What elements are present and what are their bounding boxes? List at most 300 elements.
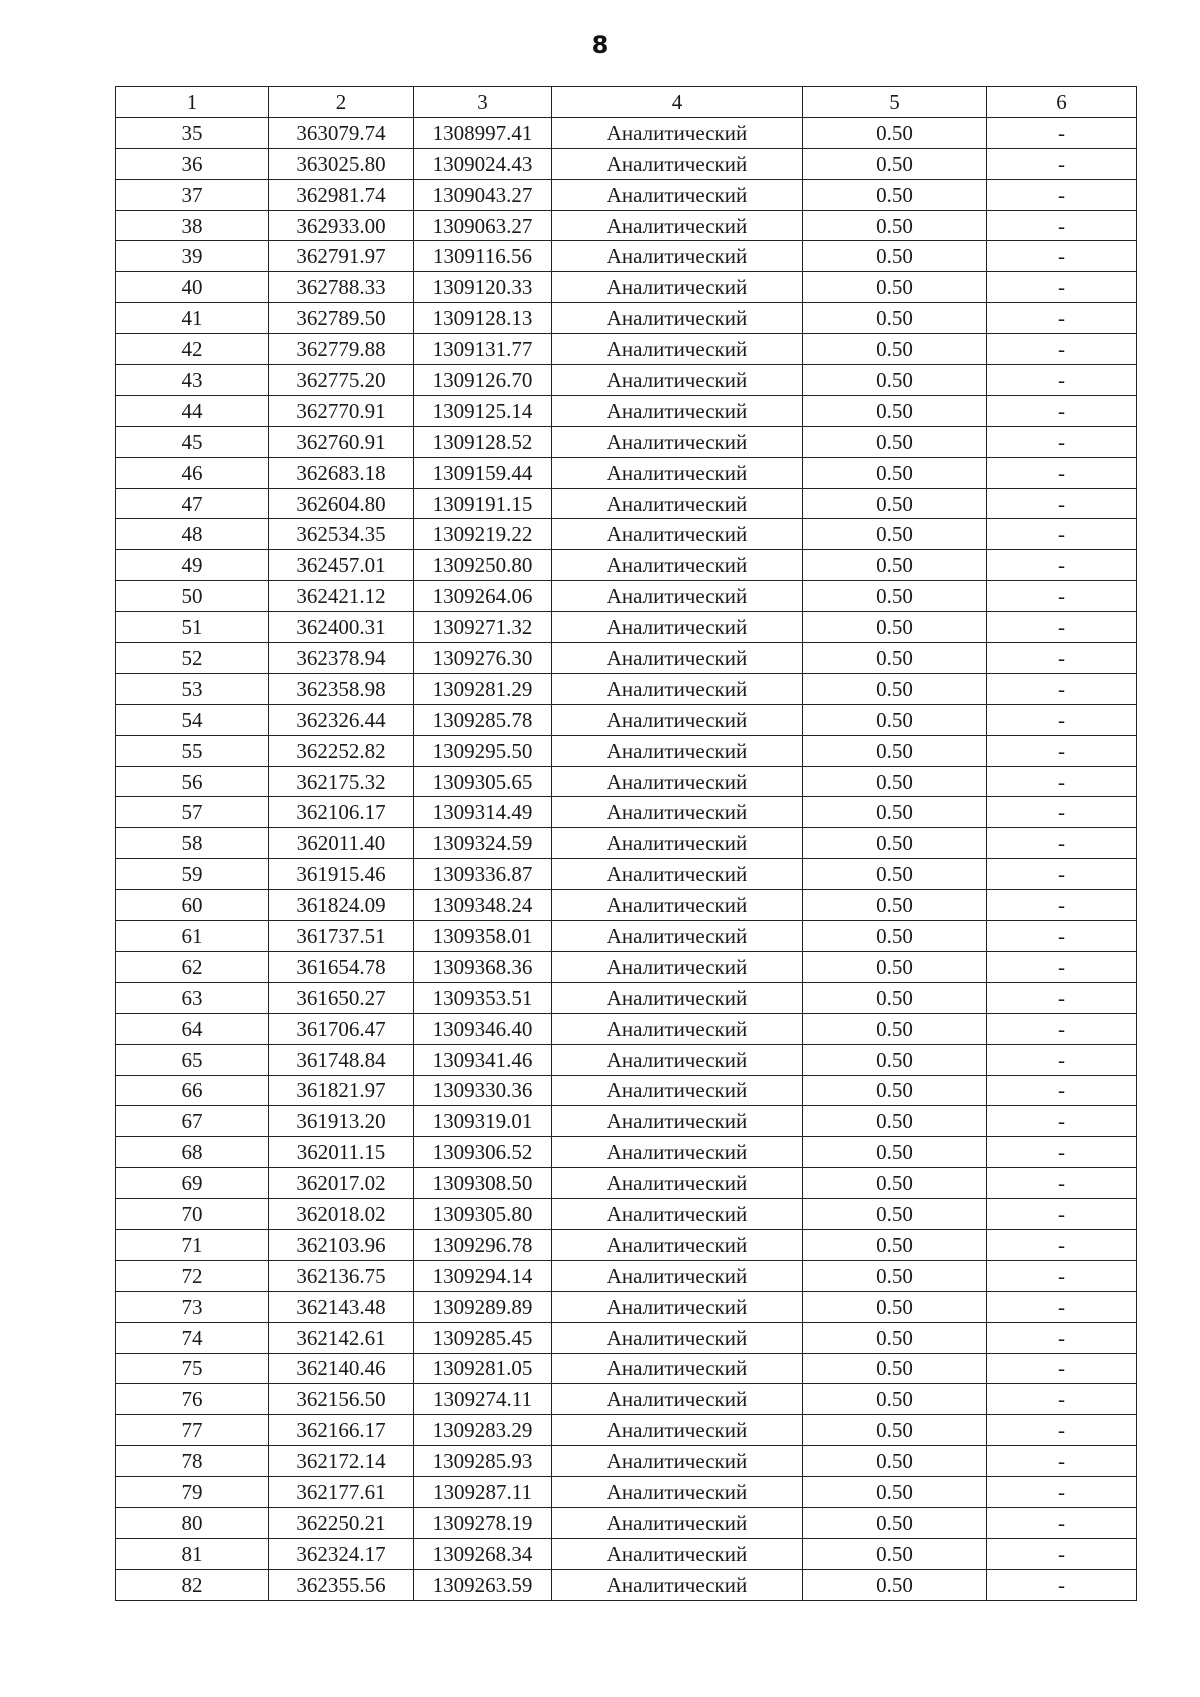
column-header: 3 [414, 87, 552, 118]
note-cell: - [987, 550, 1137, 581]
accuracy-cell: 0.50 [803, 1322, 987, 1353]
accuracy-cell: 0.50 [803, 1446, 987, 1477]
table-row [116, 365, 1137, 396]
table-row [116, 1384, 1137, 1415]
point-number-cell: 72 [116, 1260, 269, 1291]
y-coordinate-cell: 1309120.33 [414, 272, 552, 303]
point-number-cell: 78 [116, 1446, 269, 1477]
y-coordinate-cell: 1309126.70 [414, 365, 552, 396]
x-coordinate-cell: 362534.35 [269, 519, 414, 550]
table-body [116, 117, 1137, 1600]
point-number-cell: 59 [116, 859, 269, 890]
table-row [116, 117, 1137, 148]
accuracy-cell: 0.50 [803, 828, 987, 859]
method-cell: Аналитический [552, 1075, 803, 1106]
y-coordinate-cell: 1309264.06 [414, 581, 552, 612]
x-coordinate-cell: 362788.33 [269, 272, 414, 303]
x-coordinate-cell: 362011.15 [269, 1137, 414, 1168]
note-cell: - [987, 1446, 1137, 1477]
method-cell: Аналитический [552, 766, 803, 797]
y-coordinate-cell: 1309348.24 [414, 890, 552, 921]
method-cell: Аналитический [552, 1322, 803, 1353]
point-number-cell: 37 [116, 179, 269, 210]
table-row [116, 1229, 1137, 1260]
point-number-cell: 65 [116, 1044, 269, 1075]
y-coordinate-cell: 1309287.11 [414, 1477, 552, 1508]
point-number-cell: 35 [116, 117, 269, 148]
y-coordinate-cell: 1309263.59 [414, 1569, 552, 1600]
table-row [116, 828, 1137, 859]
accuracy-cell: 0.50 [803, 1013, 987, 1044]
y-coordinate-cell: 1309319.01 [414, 1106, 552, 1137]
y-coordinate-cell: 1309043.27 [414, 179, 552, 210]
x-coordinate-cell: 362604.80 [269, 488, 414, 519]
note-cell: - [987, 117, 1137, 148]
accuracy-cell: 0.50 [803, 117, 987, 148]
note-cell: - [987, 890, 1137, 921]
note-cell: - [987, 395, 1137, 426]
point-number-cell: 76 [116, 1384, 269, 1415]
point-number-cell: 62 [116, 951, 269, 982]
x-coordinate-cell: 361654.78 [269, 951, 414, 982]
method-cell: Аналитический [552, 1291, 803, 1322]
accuracy-cell: 0.50 [803, 1137, 987, 1168]
method-cell: Аналитический [552, 1507, 803, 1538]
y-coordinate-cell: 1309219.22 [414, 519, 552, 550]
table-row [116, 1106, 1137, 1137]
x-coordinate-cell: 362378.94 [269, 643, 414, 674]
x-coordinate-cell: 362358.98 [269, 673, 414, 704]
x-coordinate-cell: 362166.17 [269, 1415, 414, 1446]
accuracy-cell: 0.50 [803, 982, 987, 1013]
accuracy-cell: 0.50 [803, 1291, 987, 1322]
table-row [116, 1044, 1137, 1075]
accuracy-cell: 0.50 [803, 457, 987, 488]
table-row [116, 1137, 1137, 1168]
point-number-cell: 45 [116, 426, 269, 457]
note-cell: - [987, 1229, 1137, 1260]
y-coordinate-cell: 1309271.32 [414, 612, 552, 643]
table-row [116, 704, 1137, 735]
y-coordinate-cell: 1309358.01 [414, 921, 552, 952]
y-coordinate-cell: 1309116.56 [414, 241, 552, 272]
note-cell: - [987, 241, 1137, 272]
note-cell: - [987, 1507, 1137, 1538]
point-number-cell: 58 [116, 828, 269, 859]
y-coordinate-cell: 1309281.05 [414, 1353, 552, 1384]
note-cell: - [987, 1137, 1137, 1168]
coordinates-table [115, 86, 1137, 1601]
y-coordinate-cell: 1309283.29 [414, 1415, 552, 1446]
point-number-cell: 41 [116, 303, 269, 334]
accuracy-cell: 0.50 [803, 1260, 987, 1291]
note-cell: - [987, 210, 1137, 241]
accuracy-cell: 0.50 [803, 1168, 987, 1199]
note-cell: - [987, 921, 1137, 952]
y-coordinate-cell: 1309274.11 [414, 1384, 552, 1415]
point-number-cell: 43 [116, 365, 269, 396]
note-cell: - [987, 735, 1137, 766]
x-coordinate-cell: 362457.01 [269, 550, 414, 581]
y-coordinate-cell: 1309063.27 [414, 210, 552, 241]
note-cell: - [987, 519, 1137, 550]
column-header: 1 [116, 87, 269, 118]
x-coordinate-cell: 362791.97 [269, 241, 414, 272]
table-row [116, 1538, 1137, 1569]
note-cell: - [987, 1199, 1137, 1230]
note-cell: - [987, 303, 1137, 334]
method-cell: Аналитический [552, 1477, 803, 1508]
accuracy-cell: 0.50 [803, 426, 987, 457]
table-row [116, 1569, 1137, 1600]
method-cell: Аналитический [552, 488, 803, 519]
accuracy-cell: 0.50 [803, 1044, 987, 1075]
y-coordinate-cell: 1309285.78 [414, 704, 552, 735]
method-cell: Аналитический [552, 457, 803, 488]
method-cell: Аналитический [552, 704, 803, 735]
note-cell: - [987, 643, 1137, 674]
accuracy-cell: 0.50 [803, 1569, 987, 1600]
method-cell: Аналитический [552, 365, 803, 396]
point-number-cell: 52 [116, 643, 269, 674]
method-cell: Аналитический [552, 581, 803, 612]
method-cell: Аналитический [552, 395, 803, 426]
method-cell: Аналитический [552, 1569, 803, 1600]
point-number-cell: 49 [116, 550, 269, 581]
accuracy-cell: 0.50 [803, 550, 987, 581]
table-row [116, 303, 1137, 334]
point-number-cell: 50 [116, 581, 269, 612]
method-cell: Аналитический [552, 1260, 803, 1291]
x-coordinate-cell: 362760.91 [269, 426, 414, 457]
point-number-cell: 77 [116, 1415, 269, 1446]
x-coordinate-cell: 362775.20 [269, 365, 414, 396]
note-cell: - [987, 982, 1137, 1013]
x-coordinate-cell: 361650.27 [269, 982, 414, 1013]
table-row [116, 179, 1137, 210]
x-coordinate-cell: 362324.17 [269, 1538, 414, 1569]
method-cell: Аналитический [552, 859, 803, 890]
point-number-cell: 66 [116, 1075, 269, 1106]
x-coordinate-cell: 362770.91 [269, 395, 414, 426]
x-coordinate-cell: 361821.97 [269, 1075, 414, 1106]
accuracy-cell: 0.50 [803, 1415, 987, 1446]
method-cell: Аналитический [552, 1044, 803, 1075]
method-cell: Аналитический [552, 890, 803, 921]
x-coordinate-cell: 362250.21 [269, 1507, 414, 1538]
table-row [116, 643, 1137, 674]
point-number-cell: 47 [116, 488, 269, 519]
y-coordinate-cell: 1309285.45 [414, 1322, 552, 1353]
method-cell: Аналитический [552, 148, 803, 179]
point-number-cell: 56 [116, 766, 269, 797]
x-coordinate-cell: 362421.12 [269, 581, 414, 612]
table-row [116, 457, 1137, 488]
method-cell: Аналитический [552, 1199, 803, 1230]
accuracy-cell: 0.50 [803, 1507, 987, 1538]
method-cell: Аналитический [552, 797, 803, 828]
accuracy-cell: 0.50 [803, 488, 987, 519]
y-coordinate-cell: 1309295.50 [414, 735, 552, 766]
x-coordinate-cell: 362018.02 [269, 1199, 414, 1230]
x-coordinate-cell: 362017.02 [269, 1168, 414, 1199]
column-header: 6 [987, 87, 1137, 118]
point-number-cell: 82 [116, 1569, 269, 1600]
x-coordinate-cell: 361737.51 [269, 921, 414, 952]
note-cell: - [987, 1168, 1137, 1199]
point-number-cell: 73 [116, 1291, 269, 1322]
note-cell: - [987, 1569, 1137, 1600]
method-cell: Аналитический [552, 982, 803, 1013]
x-coordinate-cell: 362136.75 [269, 1260, 414, 1291]
table-row [116, 797, 1137, 828]
page-number: 8 [591, 31, 609, 59]
method-cell: Аналитический [552, 519, 803, 550]
y-coordinate-cell: 1309330.36 [414, 1075, 552, 1106]
note-cell: - [987, 859, 1137, 890]
y-coordinate-cell: 1309305.65 [414, 766, 552, 797]
point-number-cell: 81 [116, 1538, 269, 1569]
method-cell: Аналитический [552, 735, 803, 766]
note-cell: - [987, 828, 1137, 859]
note-cell: - [987, 704, 1137, 735]
x-coordinate-cell: 362789.50 [269, 303, 414, 334]
accuracy-cell: 0.50 [803, 921, 987, 952]
table-row [116, 519, 1137, 550]
point-number-cell: 70 [116, 1199, 269, 1230]
method-cell: Аналитический [552, 1106, 803, 1137]
y-coordinate-cell: 1309125.14 [414, 395, 552, 426]
x-coordinate-cell: 362933.00 [269, 210, 414, 241]
table-row [116, 1075, 1137, 1106]
table-row [116, 1322, 1137, 1353]
x-coordinate-cell: 361913.20 [269, 1106, 414, 1137]
accuracy-cell: 0.50 [803, 673, 987, 704]
y-coordinate-cell: 1309191.15 [414, 488, 552, 519]
x-coordinate-cell: 362355.56 [269, 1569, 414, 1600]
table-row [116, 766, 1137, 797]
y-coordinate-cell: 1309305.80 [414, 1199, 552, 1230]
point-number-cell: 44 [116, 395, 269, 426]
y-coordinate-cell: 1309294.14 [414, 1260, 552, 1291]
table-row [116, 1199, 1137, 1230]
note-cell: - [987, 1477, 1137, 1508]
note-cell: - [987, 488, 1137, 519]
accuracy-cell: 0.50 [803, 395, 987, 426]
method-cell: Аналитический [552, 1353, 803, 1384]
note-cell: - [987, 1106, 1137, 1137]
y-coordinate-cell: 1309314.49 [414, 797, 552, 828]
note-cell: - [987, 148, 1137, 179]
x-coordinate-cell: 362106.17 [269, 797, 414, 828]
accuracy-cell: 0.50 [803, 1384, 987, 1415]
point-number-cell: 69 [116, 1168, 269, 1199]
table-row [116, 735, 1137, 766]
note-cell: - [987, 951, 1137, 982]
column-header: 5 [803, 87, 987, 118]
point-number-cell: 79 [116, 1477, 269, 1508]
method-cell: Аналитический [552, 1384, 803, 1415]
table-row [116, 241, 1137, 272]
table-row [116, 951, 1137, 982]
method-cell: Аналитический [552, 951, 803, 982]
point-number-cell: 36 [116, 148, 269, 179]
x-coordinate-cell: 361915.46 [269, 859, 414, 890]
note-cell: - [987, 612, 1137, 643]
point-number-cell: 67 [116, 1106, 269, 1137]
column-header: 4 [552, 87, 803, 118]
table-row [116, 1291, 1137, 1322]
table-row [116, 426, 1137, 457]
note-cell: - [987, 1538, 1137, 1569]
accuracy-cell: 0.50 [803, 735, 987, 766]
x-coordinate-cell: 361706.47 [269, 1013, 414, 1044]
point-number-cell: 74 [116, 1322, 269, 1353]
method-cell: Аналитический [552, 1538, 803, 1569]
accuracy-cell: 0.50 [803, 581, 987, 612]
accuracy-cell: 0.50 [803, 797, 987, 828]
table-row [116, 982, 1137, 1013]
accuracy-cell: 0.50 [803, 612, 987, 643]
table-header-row [116, 87, 1137, 118]
x-coordinate-cell: 361824.09 [269, 890, 414, 921]
table-row [116, 921, 1137, 952]
point-number-cell: 55 [116, 735, 269, 766]
point-number-cell: 71 [116, 1229, 269, 1260]
table-row [116, 1260, 1137, 1291]
method-cell: Аналитический [552, 643, 803, 674]
x-coordinate-cell: 362326.44 [269, 704, 414, 735]
table-row [116, 612, 1137, 643]
note-cell: - [987, 673, 1137, 704]
accuracy-cell: 0.50 [803, 704, 987, 735]
note-cell: - [987, 1322, 1137, 1353]
note-cell: - [987, 365, 1137, 396]
y-coordinate-cell: 1309128.52 [414, 426, 552, 457]
x-coordinate-cell: 361748.84 [269, 1044, 414, 1075]
table-row [116, 581, 1137, 612]
table-row [116, 1446, 1137, 1477]
point-number-cell: 63 [116, 982, 269, 1013]
y-coordinate-cell: 1309324.59 [414, 828, 552, 859]
point-number-cell: 61 [116, 921, 269, 952]
method-cell: Аналитический [552, 612, 803, 643]
method-cell: Аналитический [552, 426, 803, 457]
accuracy-cell: 0.50 [803, 1477, 987, 1508]
table-row [116, 890, 1137, 921]
note-cell: - [987, 179, 1137, 210]
table-row [116, 1507, 1137, 1538]
x-coordinate-cell: 362172.14 [269, 1446, 414, 1477]
accuracy-cell: 0.50 [803, 1106, 987, 1137]
x-coordinate-cell: 362156.50 [269, 1384, 414, 1415]
accuracy-cell: 0.50 [803, 766, 987, 797]
note-cell: - [987, 581, 1137, 612]
method-cell: Аналитический [552, 1415, 803, 1446]
note-cell: - [987, 1384, 1137, 1415]
accuracy-cell: 0.50 [803, 859, 987, 890]
point-number-cell: 48 [116, 519, 269, 550]
note-cell: - [987, 766, 1137, 797]
y-coordinate-cell: 1309159.44 [414, 457, 552, 488]
method-cell: Аналитический [552, 828, 803, 859]
y-coordinate-cell: 1309131.77 [414, 334, 552, 365]
table-row [116, 1477, 1137, 1508]
table-row [116, 148, 1137, 179]
point-number-cell: 51 [116, 612, 269, 643]
x-coordinate-cell: 362400.31 [269, 612, 414, 643]
note-cell: - [987, 1353, 1137, 1384]
y-coordinate-cell: 1309276.30 [414, 643, 552, 674]
note-cell: - [987, 797, 1137, 828]
table-row [116, 334, 1137, 365]
method-cell: Аналитический [552, 1229, 803, 1260]
method-cell: Аналитический [552, 673, 803, 704]
table-row [116, 673, 1137, 704]
table-row [116, 210, 1137, 241]
table-row [116, 550, 1137, 581]
y-coordinate-cell: 1309285.93 [414, 1446, 552, 1477]
point-number-cell: 80 [116, 1507, 269, 1538]
point-number-cell: 64 [116, 1013, 269, 1044]
x-coordinate-cell: 362683.18 [269, 457, 414, 488]
method-cell: Аналитический [552, 272, 803, 303]
accuracy-cell: 0.50 [803, 210, 987, 241]
x-coordinate-cell: 362177.61 [269, 1477, 414, 1508]
y-coordinate-cell: 1309296.78 [414, 1229, 552, 1260]
method-cell: Аналитический [552, 1137, 803, 1168]
accuracy-cell: 0.50 [803, 148, 987, 179]
point-number-cell: 57 [116, 797, 269, 828]
table-row [116, 488, 1137, 519]
method-cell: Аналитический [552, 1446, 803, 1477]
point-number-cell: 40 [116, 272, 269, 303]
accuracy-cell: 0.50 [803, 1538, 987, 1569]
method-cell: Аналитический [552, 241, 803, 272]
accuracy-cell: 0.50 [803, 1075, 987, 1106]
y-coordinate-cell: 1309336.87 [414, 859, 552, 890]
note-cell: - [987, 1260, 1137, 1291]
x-coordinate-cell: 363079.74 [269, 117, 414, 148]
x-coordinate-cell: 362140.46 [269, 1353, 414, 1384]
table-row [116, 1168, 1137, 1199]
y-coordinate-cell: 1309128.13 [414, 303, 552, 334]
x-coordinate-cell: 362143.48 [269, 1291, 414, 1322]
accuracy-cell: 0.50 [803, 951, 987, 982]
y-coordinate-cell: 1309368.36 [414, 951, 552, 982]
accuracy-cell: 0.50 [803, 1199, 987, 1230]
method-cell: Аналитический [552, 210, 803, 241]
method-cell: Аналитический [552, 550, 803, 581]
accuracy-cell: 0.50 [803, 1229, 987, 1260]
method-cell: Аналитический [552, 1013, 803, 1044]
point-number-cell: 38 [116, 210, 269, 241]
point-number-cell: 39 [116, 241, 269, 272]
y-coordinate-cell: 1309268.34 [414, 1538, 552, 1569]
y-coordinate-cell: 1309281.29 [414, 673, 552, 704]
table-row [116, 1415, 1137, 1446]
note-cell: - [987, 426, 1137, 457]
point-number-cell: 68 [116, 1137, 269, 1168]
note-cell: - [987, 1044, 1137, 1075]
note-cell: - [987, 457, 1137, 488]
note-cell: - [987, 272, 1137, 303]
note-cell: - [987, 1415, 1137, 1446]
accuracy-cell: 0.50 [803, 365, 987, 396]
method-cell: Аналитический [552, 117, 803, 148]
x-coordinate-cell: 362252.82 [269, 735, 414, 766]
y-coordinate-cell: 1309346.40 [414, 1013, 552, 1044]
